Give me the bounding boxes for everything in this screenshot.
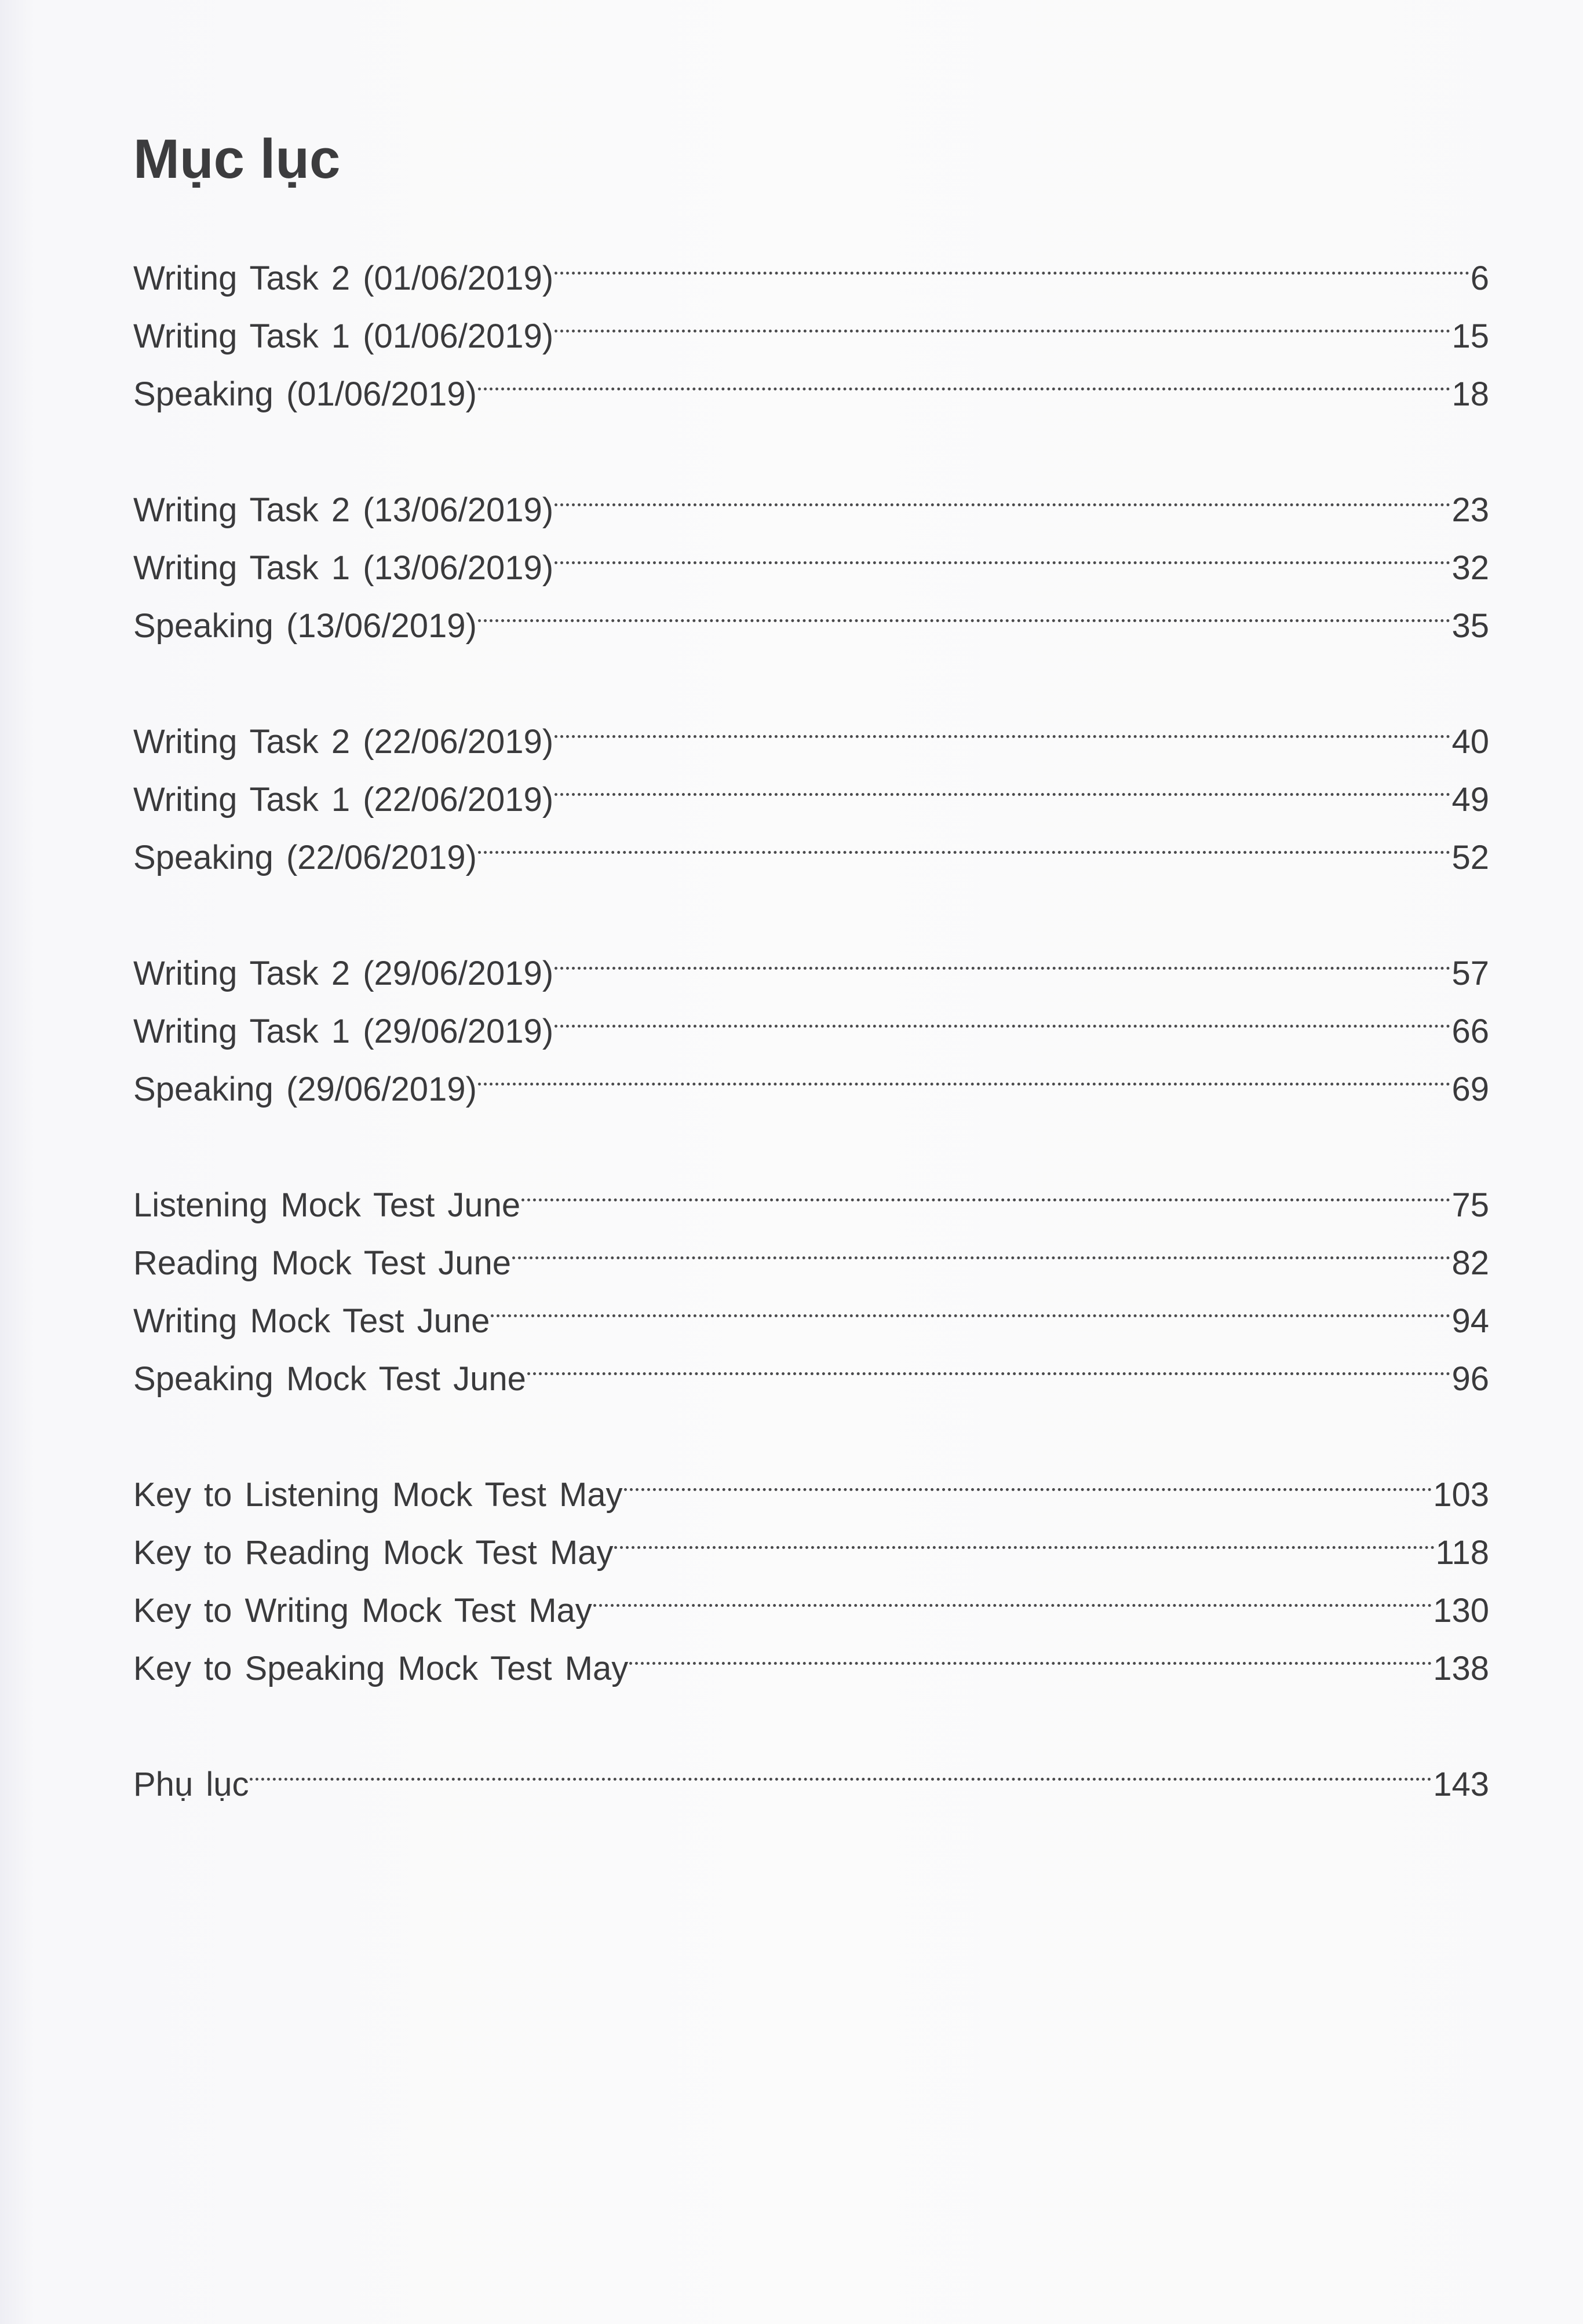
toc-entry[interactable] [133, 927, 1489, 992]
dot-leader [555, 232, 1469, 290]
toc-entry-page: 35 [1451, 607, 1489, 645]
toc-entry-label: Speaking (29/06/2019) [133, 1070, 477, 1108]
dot-leader [478, 1043, 1451, 1101]
toc-entry-page: 118 [1435, 1534, 1489, 1572]
toc-entry-label: Key to Writing Mock Test May [133, 1592, 592, 1629]
toc-entry-page: 57 [1451, 955, 1489, 992]
toc-group [133, 927, 1489, 1108]
dot-leader [629, 1622, 1432, 1680]
page-title: Mục lục [133, 128, 341, 190]
toc-entry-label: Key to Listening Mock Test May [133, 1476, 623, 1514]
dot-leader [614, 1506, 1434, 1564]
toc-entry-page: 18 [1451, 375, 1489, 413]
dot-leader [527, 1332, 1451, 1390]
toc-entry-page: 52 [1451, 839, 1489, 876]
dot-leader [491, 1274, 1450, 1332]
toc-entry-page: 66 [1451, 1013, 1489, 1050]
toc-entry-label: Writing Task 2 (22/06/2019) [133, 723, 554, 761]
toc-entry-label: Reading Mock Test June [133, 1244, 512, 1282]
toc-entry-label: Writing Mock Test June [133, 1302, 490, 1340]
toc-entry[interactable] [133, 1738, 1489, 1803]
dot-leader [555, 521, 1450, 579]
toc-entry-page: 69 [1451, 1070, 1489, 1108]
dot-leader [555, 695, 1450, 753]
dot-leader [624, 1448, 1432, 1506]
toc-entry[interactable] [133, 1159, 1489, 1224]
dot-leader [250, 1738, 1432, 1796]
toc-entry[interactable] [133, 463, 1489, 529]
toc-entry-page: 40 [1451, 723, 1489, 761]
toc-entry-label: Writing Task 1 (29/06/2019) [133, 1013, 554, 1050]
dot-leader [555, 753, 1450, 811]
toc-entry-label: Speaking (22/06/2019) [133, 839, 477, 876]
toc-entry-label: Phụ lục [133, 1766, 249, 1803]
toc-entry[interactable] [133, 695, 1489, 761]
dot-leader [478, 579, 1451, 637]
toc-entry-page: 15 [1451, 317, 1489, 355]
dot-leader [593, 1564, 1432, 1622]
toc-entry[interactable] [133, 1448, 1489, 1514]
toc-entry-page: 32 [1451, 549, 1489, 587]
toc-group [133, 1448, 1489, 1687]
toc-entry-label: Speaking Mock Test June [133, 1360, 526, 1398]
toc-group [133, 232, 1489, 413]
dot-leader [478, 348, 1451, 405]
toc-entry-page: 94 [1451, 1302, 1489, 1340]
toc-entry-label: Writing Task 1 (01/06/2019) [133, 317, 554, 355]
toc-group [133, 1159, 1489, 1398]
toc-entry-label: Writing Task 2 (13/06/2019) [133, 491, 554, 529]
table-of-contents [133, 232, 1489, 1854]
dot-leader [555, 290, 1450, 348]
toc-entry[interactable] [133, 232, 1489, 297]
toc-entry-page: 75 [1451, 1186, 1489, 1224]
dot-leader [512, 1216, 1450, 1274]
toc-entry-label: Writing Task 2 (29/06/2019) [133, 955, 554, 992]
toc-group [133, 695, 1489, 876]
toc-entry-page: 6 [1470, 260, 1489, 297]
toc-entry-label: Listening Mock Test June [133, 1186, 521, 1224]
dot-leader [555, 927, 1450, 985]
dot-leader [521, 1159, 1450, 1216]
toc-entry-label: Speaking (01/06/2019) [133, 375, 477, 413]
toc-entry-label: Writing Task 1 (22/06/2019) [133, 781, 554, 818]
toc-entry-page: 130 [1433, 1592, 1489, 1629]
toc-entry-label: Key to Speaking Mock Test May [133, 1650, 629, 1687]
toc-entry-page: 103 [1433, 1476, 1489, 1514]
toc-entry-page: 23 [1451, 491, 1489, 529]
toc-entry-label: Writing Task 1 (13/06/2019) [133, 549, 554, 587]
toc-entry-page: 138 [1433, 1650, 1489, 1687]
toc-entry-page: 49 [1451, 781, 1489, 818]
dot-leader [478, 811, 1451, 869]
toc-group [133, 463, 1489, 645]
toc-entry-page: 143 [1433, 1766, 1489, 1803]
dot-leader [555, 985, 1450, 1043]
toc-entry-label: Speaking (13/06/2019) [133, 607, 477, 645]
toc-entry-label: Key to Reading Mock Test May [133, 1534, 614, 1572]
toc-group [133, 1738, 1489, 1803]
toc-entry-label: Writing Task 2 (01/06/2019) [133, 260, 554, 297]
toc-entry-page: 82 [1451, 1244, 1489, 1282]
dot-leader [555, 463, 1450, 521]
toc-entry-page: 96 [1451, 1360, 1489, 1398]
